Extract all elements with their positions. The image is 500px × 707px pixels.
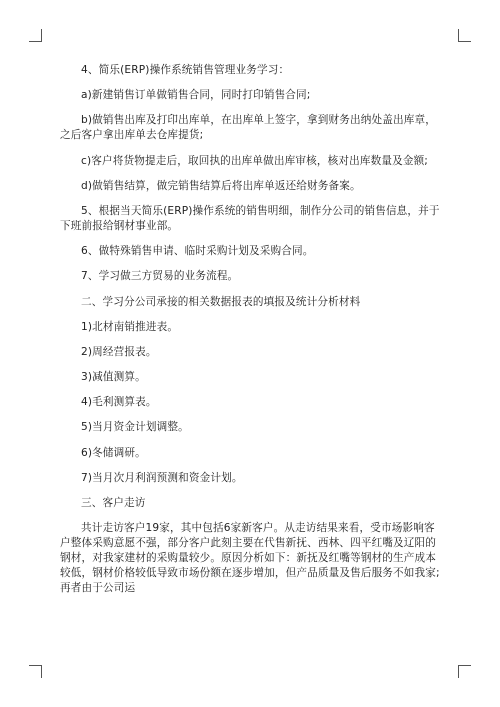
list-item-report-3: 3)减值测算。 — [81, 371, 146, 384]
list-item-report-4: 4)毛利测算表。 — [81, 396, 157, 409]
paragraph-tripartite-trade: 7、学习做三方贸易的业务流程。 — [81, 270, 239, 283]
list-item-report-6: 6)冬储调研。 — [81, 446, 146, 459]
crop-mark-top-right-v — [458, 29, 459, 42]
crop-mark-bottom-right-h — [458, 665, 471, 666]
paragraph-special-sales: 6、做特殊销售申请、临时采购计划及采购合同。 — [81, 245, 314, 258]
crop-mark-bottom-left-v — [41, 665, 42, 678]
paragraph-step-c: c)客户将货物提走后，取回执的出库单做出库审核，核对出库数量及金额; — [81, 154, 429, 167]
paragraph-sales-info: 5、根据当天简乐(ERP)操作系统的销售明细，制作分公司的销售信息，并于下班前报给钢材事业部。 — [60, 204, 440, 232]
crop-mark-top-right-h — [458, 41, 471, 42]
section-heading-reports: 二、学习分公司承接的相关数据报表的填报及统计分析材料 — [81, 295, 361, 308]
paragraph-customer-visits: 共计走访客户19家，其中包括6家新客户。从走访结果来看，受市场影响客户整体采购意愿不强，部分客户此刻主要在代售新抚、西林、四平红嘴及辽阳的钢材，对我家建材的采购量较少。原因分析如下：新抚及红嘴等钢材的生产成本较低，钢材价格较低导致市场份额在逐步增加，但产品质量及售后服务不如我家;再者由于公司运 — [60, 522, 440, 595]
paragraph-erp-learning: 4、简乐(ERP)操作系统销售管理业务学习： — [81, 64, 290, 76]
paragraph-step-d: d)做销售结算，做完销售结算后将出库单返还给财务备案。 — [81, 179, 361, 192]
crop-mark-bottom-right-v — [458, 665, 459, 678]
crop-mark-top-left-v — [41, 29, 42, 42]
paragraph-step-b: b)做销售出库及打印出库单，在出库单上签字，拿到财务出纳处盖出库章，之后客户拿出库单去仓库提货; — [60, 114, 436, 142]
list-item-report-1: 1)北材南销推进表。 — [81, 320, 179, 333]
paragraph-step-a: a)新建销售订单做销售合同，同时打印销售合同; — [81, 89, 311, 102]
list-item-report-7: 7)当月次月利润预测和资金计划。 — [81, 471, 243, 484]
section-heading-customer-visits: 三、客户走访 — [81, 497, 146, 509]
document-body — [60, 63, 444, 606]
list-item-report-2: 2)周经营报表。 — [81, 345, 157, 358]
list-item-report-5: 5)当月资金计划调整。 — [81, 421, 189, 434]
